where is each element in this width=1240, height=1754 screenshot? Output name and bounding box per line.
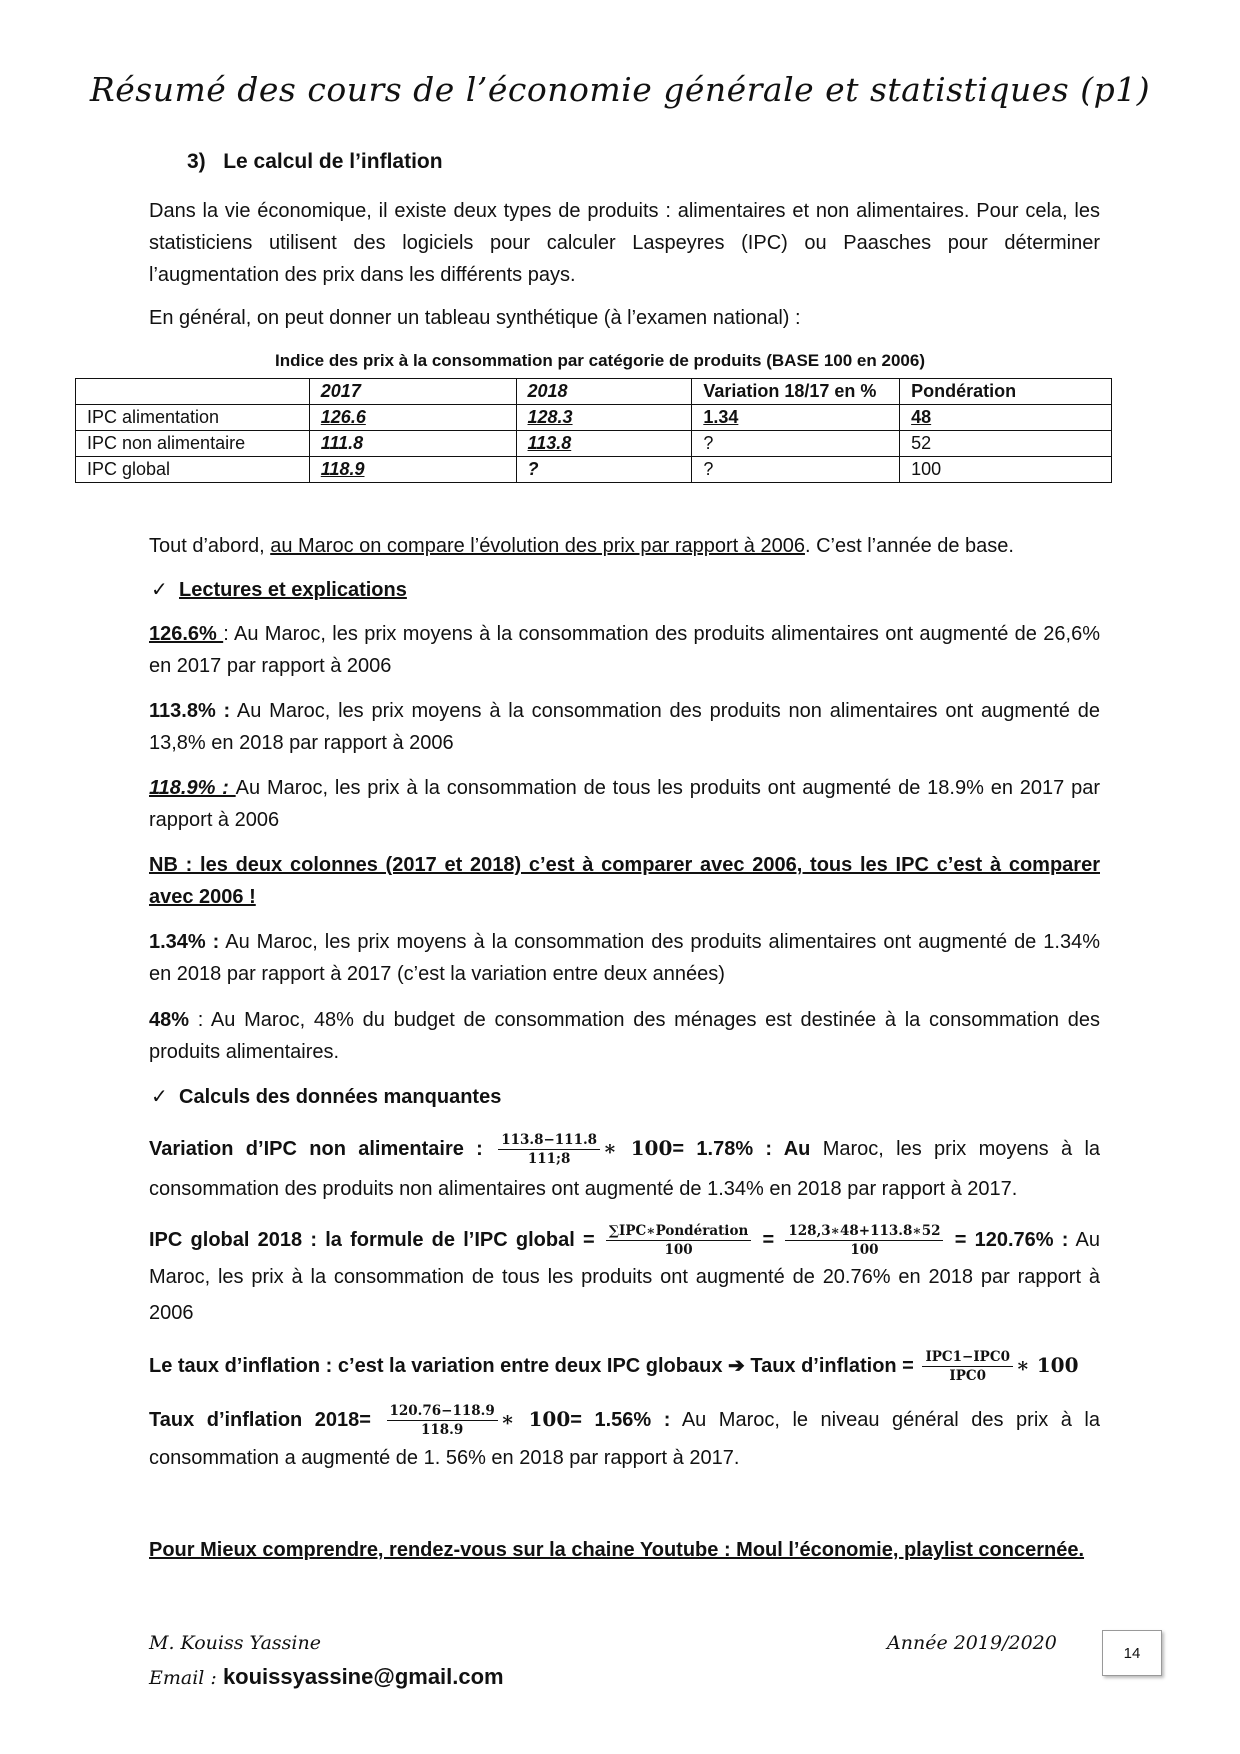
table-header-row — [76, 379, 1112, 405]
table-header-cell: 2017 — [309, 379, 516, 405]
section-title — [187, 150, 443, 174]
table-row — [76, 431, 1112, 457]
lecture-item: 1.34% : Au Maroc, les prix moyens à la consommation des produits alimentaires ont augmenté de 1.34% en 2018 par rapport à 2017 (c’est la variation entre deux années) — [149, 931, 1100, 985]
table-cell: 111.8 — [309, 431, 516, 457]
nb-note: NB : les deux colonnes (2017 et 2018) c’est à comparer avec 2006, tous les IPC c’est à comparer avec 2006 ! — [149, 854, 1100, 908]
table-cell: 113.8 — [516, 431, 692, 457]
table-cell: IPC global — [76, 457, 310, 483]
base-year-highlight: au Maroc on compare l’évolution des prix par rapport à 2006 — [270, 535, 805, 557]
ipc-table — [75, 378, 1112, 483]
table-cell: ? — [692, 457, 900, 483]
table-cell: 48 — [900, 405, 1112, 431]
table-header-cell: Variation 18/17 en % — [692, 379, 900, 405]
intro-paragraph-2: En général, on peut donner un tableau synthétique (à l’examen national) : — [149, 307, 801, 329]
table-cell: 1.34 — [692, 405, 900, 431]
email-link[interactable]: kouissyassine@gmail.com — [222, 1664, 504, 1689]
taux-inflation-formula: Le taux d’inflation : c’est la variation entre deux IPC globaux ➔ Taux d’inflation = $\frac{\text{IPC1−IPC0}}{\text{IPC0}}$ ∗ 100 — [149, 1349, 1079, 1385]
lecture-item: 113.8% : Au Maroc, les prix moyens à la consommation des produits non alimentaires ont augmenté de 13,8% en 2018 par rapport à 2006 — [149, 700, 1100, 754]
table-cell: 52 — [900, 431, 1112, 457]
table-header-cell — [76, 379, 310, 405]
table-header-cell: Pondération — [900, 379, 1112, 405]
lecture-item: 126.6% : Au Maroc, les prix moyens à la consommation des produits alimentaires ont augmenté de 26,6% en 2017 par rapport à 2006 — [149, 623, 1100, 677]
table-cell: ? — [516, 457, 692, 483]
base-year-paragraph: Tout d’abord, au Maroc on compare l’évolution des prix par rapport à 2006. C’est l’année de base. — [149, 535, 1014, 557]
table-cell: 128.3 — [516, 405, 692, 431]
table-cell: 126.6 — [309, 405, 516, 431]
section-number: 3) — [187, 150, 206, 173]
lectures-heading: ✓ Lectures et explications — [149, 574, 1100, 606]
table-caption: Indice des prix à la consommation par catégorie de produits (BASE 100 en 2006) — [275, 351, 925, 370]
table-cell: IPC non alimentaire — [76, 431, 310, 457]
variation-calc: Variation d’IPC non alimentaire : $\frac{113.8-111.8}{111;8}$ ∗ 100= 1.78% : Au Maroc, les prix moyens à la consommation des produits non alimentaires ont augmenté de 1.34% en 2018 par rapport à 2017. — [149, 1132, 1101, 1200]
table-cell: 100 — [900, 457, 1112, 483]
fraction: $\frac{120.76-118.9}{118.9}$ — [387, 1402, 498, 1439]
fraction: $\frac{\text{IPC1−IPC0}}{\text{IPC0}}$ — [922, 1348, 1013, 1385]
section-title-text: Le calcul de l’inflation — [223, 150, 443, 173]
table-header-cell: 2018 — [516, 379, 692, 405]
fraction: $\frac{113.8-111.8}{111;8}$ — [498, 1131, 600, 1168]
footer-email: Email : kouissyassine@gmail.com — [149, 1664, 504, 1689]
footer-author: M. Kouiss Yassine — [149, 1632, 321, 1654]
table-cell: ? — [692, 431, 900, 457]
arrow-right-icon: ➔ — [728, 1355, 745, 1377]
lecture-item: 48% : Au Maroc, 48% du budget de consommation des ménages est destinée à la consommation des produits alimentaires. — [149, 1009, 1100, 1063]
checkmark-icon: ✓ — [151, 1086, 168, 1108]
fraction: $\frac{\text{∑IPC∗Pondération}}{100}$ — [606, 1222, 751, 1259]
footer-year: Année 2019/2020 — [887, 1632, 1057, 1654]
lecture-item: 118.9% : Au Maroc, les prix à la consommation de tous les produits ont augmenté de 18.9% en 2017 par rapport à 2006 — [149, 777, 1101, 831]
youtube-link[interactable]: Pour Mieux comprendre, rendez-vous sur la chaine Youtube : Moul l’économie, playlist concernée. — [149, 1539, 1085, 1561]
table-cell: 118.9 — [309, 457, 516, 483]
table-cell: IPC alimentation — [76, 405, 310, 431]
intro-paragraph: Dans la vie économique, il existe deux types de produits : alimentaires et non alimentaires. Pour cela, les statisticiens utilisent des logiciels pour calculer Laspeyres (IPC) ou Paasches pour déterminer l’augmentation des prix dans les différents pays. — [149, 200, 1100, 286]
page-number: 14 — [1102, 1630, 1162, 1676]
table-row — [76, 457, 1112, 483]
calculs-heading: ✓ Calculs des données manquantes — [149, 1081, 1100, 1113]
page-title: Résumé des cours de l’économie générale et statistiques (p1) — [89, 70, 1151, 109]
table-row — [76, 405, 1112, 431]
fraction: $\frac{128,3∗48+113.8∗52}{100}$ — [785, 1222, 943, 1259]
checkmark-icon: ✓ — [151, 579, 168, 601]
ipc-global-calc: IPC global 2018 : la formule de l’IPC global = $\frac{\text{∑IPC∗Pondération}}{100}$ = $\frac{128,3∗48+113.8∗52}{100}$ = 120.76% : Au Maroc, les prix à la consommation de tous les produits ont augmenté de 20.76% en 2018 par rapport à 2006 — [149, 1223, 1100, 1325]
taux-inflation-2018: Taux d’inflation 2018= $\frac{120.76-118.9}{118.9}$ ∗ 100= 1.56% : Au Maroc, le niveau général des prix à la consommation a augmenté de 1. 56% en 2018 par rapport à 2017. — [149, 1403, 1101, 1470]
